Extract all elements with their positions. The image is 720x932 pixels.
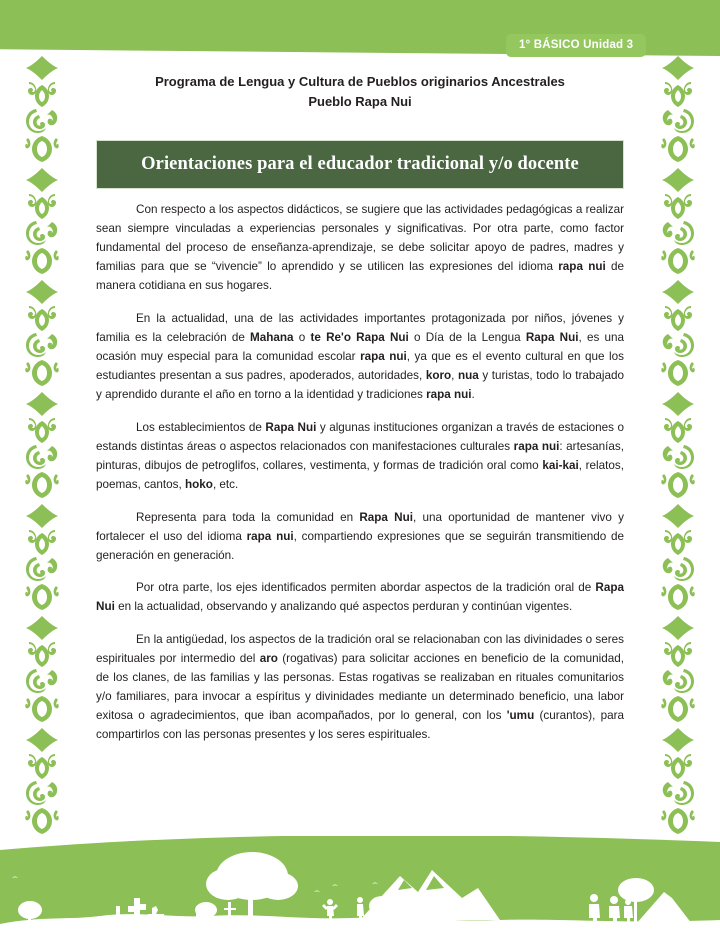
section-banner <box>96 140 624 189</box>
right-ornamental-border <box>658 52 698 842</box>
emphasis-term: Rapa Nui <box>525 331 579 344</box>
paragraph-actualidad: En la actualidad, una de las actividades importantes protagonizada por niños, jóvenes y familia es la celebración de Mahana o te Re'o Rapa Nui o Día de la Lengua Rapa Nui, es una ocasión muy especial para la comunidad escolar rapa nui, ya que es el evento cultural en que los estudiantes presentan a sus padres, apoderados, autoridades, koro, nua y turistas, todo lo trabajado y aprendido durante el año en torno a la identidad y tradiciones rapa nui. <box>96 312 624 401</box>
paragraph-ejes: Por otra parte, los ejes identificados permiten abordar aspectos de la tradición oral de Rapa Nui en la actualidad, observando y analizando qué aspectos perduran y continúan vigentes. <box>96 581 624 614</box>
paragraph-antiguedad: En la antigüedad, los aspectos de la tradición oral se relacionaban con las divinidades o seres espirituales por intermedio del aro (rogativas) para solicitar acciones en beneficio de la comunidad, de los clanes, de las familias y las personas. Estas rogativas se realizaban en rituales comunitarios y/o familiares, para invocar a espíritus y divinidades mediante un determinado beneficio, una labor exitosa o agradecimientos, que iban acompañados, por lo general, con los 'umu (curantos), para compartirlos con las personas presentes y los seres espirituales. <box>96 633 625 742</box>
paragraph-establecimientos: Los establecimientos de Rapa Nui y algunas instituciones organizan a través de estaciones o estands distintas áreas o aspectos relacionados con manifestaciones culturales rapa nui: artesanías, pinturas, dibujos de petroglifos, collares, vestimenta, y formas de tradición oral como kai-kai, relatos, poemas, cantos, hoko, etc. <box>96 420 625 491</box>
paragraph-representa: Representa para toda la comunidad en Rapa Nui, una oportunidad de mantener vivo y fortalecer el uso del idioma rapa nui, compartiendo expresiones que se seguirán transmitiendo de generación en generación. <box>96 510 625 562</box>
page-title <box>96 72 624 112</box>
unit-badge: 1° BÁSICO Unidad 3 <box>506 34 646 57</box>
emphasis-term: rapa nui <box>558 260 606 274</box>
left-ornamental-border <box>22 52 62 842</box>
paragraph-didactica: Con respecto a los aspectos didácticos, se sugiere que las actividades pedagógicas a realizar sean siempre vinculadas a experiencias personales y significativas. Por otra parte, como factor fundamental del proceso de enseñanza-aprendizaje, se debe solicitar apoyo de padres, madres y familias para que se “vivencie” lo aprendido y se utilicen las expresiones del idioma rapa nui de manera cotidiana en sus hogares. <box>96 203 625 293</box>
content-column <box>96 72 624 745</box>
page-title-line2: Pueblo Rapa Nui <box>308 94 412 110</box>
emphasis-term: Mahana <box>250 331 294 344</box>
emphasis-term: Rapa Nui <box>359 510 413 524</box>
emphasis-term: hoko <box>185 477 213 491</box>
emphasis-term: rapa nui <box>513 439 560 453</box>
emphasis-term: te Re'o Rapa Nui <box>310 331 409 344</box>
emphasis-term: kai-kai <box>542 458 579 472</box>
emphasis-term: rapa nui <box>246 529 294 543</box>
body-text <box>96 201 624 745</box>
emphasis-term: Rapa Nui <box>265 420 317 434</box>
bottom-landscape-illustration <box>0 836 720 932</box>
page-title-line1: Programa de Lengua y Cultura de Pueblos originarios Ancestrales <box>155 74 565 89</box>
emphasis-term: koro <box>425 368 452 382</box>
emphasis-term: Rapa Nui <box>96 581 624 614</box>
emphasis-term: rapa nui <box>360 349 407 363</box>
emphasis-term: aro <box>259 652 278 666</box>
emphasis-term: nua <box>457 368 479 382</box>
emphasis-term: 'umu <box>506 709 535 723</box>
emphasis-term: rapa nui <box>426 387 472 401</box>
section-banner-title: Orientaciones para el educador tradicional y/o docente <box>141 154 579 175</box>
